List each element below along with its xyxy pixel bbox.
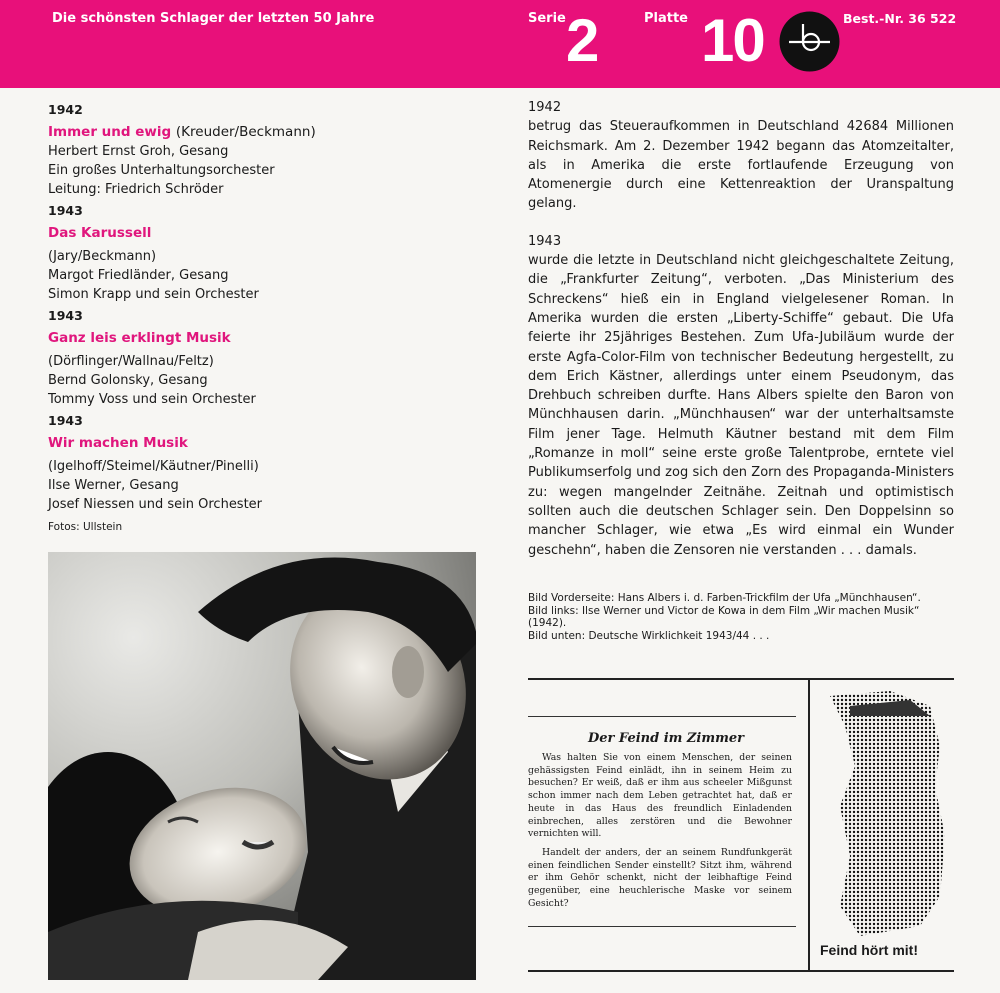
- series-title: Die schönsten Schlager der letzten 50 Jahre: [52, 11, 375, 26]
- platte-number: 10: [701, 7, 764, 74]
- song-year: 1943: [48, 203, 83, 218]
- serie-number: 2: [566, 7, 600, 74]
- song-line: Ein großes Unterhaltungsorchester: [48, 163, 275, 178]
- song-year: 1943: [48, 413, 83, 428]
- divider: [528, 716, 796, 717]
- song-composers: (Igelhoff/Steimel/Käutner/Pinelli): [48, 459, 259, 474]
- song-title: Ganz leis erklingt Musik: [48, 330, 231, 346]
- clipping-body: [528, 752, 792, 916]
- song-title: Wir machen Musik: [48, 435, 188, 451]
- song-composers: (Kreuder/Beckmann): [175, 124, 316, 140]
- song-line: Margot Friedländer, Gesang: [48, 268, 229, 283]
- history-year: 1942: [528, 100, 562, 115]
- picture-captions: [528, 592, 956, 642]
- serie-label: Serie: [528, 11, 566, 26]
- song-line: Josef Niessen und sein Orchester: [48, 497, 263, 512]
- clipping-title: Der Feind im Zimmer: [588, 731, 744, 746]
- song-entry: [48, 306, 468, 409]
- header-band: [0, 0, 1000, 88]
- song-entry: [48, 201, 468, 304]
- clipping-paragraph: Was halten Sie von einem Menschen, der seinen gehässigsten Feind einlädt, ihn in seinem Heim zu besuchen? Er weiß, daß er ihm aus scheeler Mißgunst schon immer nach dem Leben getrachtet hat, daß er heute in das Haus des freundlich Einladenden einbrechen, alles zerstören und die Bewohner vernichten will.: [528, 752, 792, 840]
- spy-silhouette-icon: [820, 686, 950, 946]
- song-line: Tommy Voss und sein Orchester: [48, 392, 256, 407]
- song-year: 1943: [48, 308, 83, 323]
- song-line: Bernd Golonsky, Gesang: [48, 373, 208, 388]
- divider: [528, 970, 954, 972]
- history-paragraph: betrug das Steueraufkommen in Deutschland 42684 Millionen Reichsmark. Am 2. Dezember 1942 begann das Atomzeitalter, als in Amerika die erste fortlaufende Erzeugung von Atomenergie durch eine Kettenreaktion der Uranspaltung gelang.: [528, 119, 954, 212]
- song-composers: (Dörflinger/Wallnau/Feltz): [48, 354, 214, 369]
- song-entry: [48, 411, 468, 514]
- song-entry: [48, 100, 468, 199]
- song-line: Leitung: Friedrich Schröder: [48, 182, 224, 197]
- clipping-paragraph: Handelt der anders, der an seinem Rundfunkgerät einen feindlichen Sender einstellt? Sitzt ihm, während er ihm Gehör schenkt, nicht der leibhaftige Feind gegenüber, eine heuchlerische Maske vor seinem Gesicht?: [528, 846, 792, 909]
- song-year: 1942: [48, 102, 83, 117]
- label-logo-icon: [779, 11, 840, 72]
- history-column: [528, 98, 954, 560]
- caption-line: Bild links: Ilse Werner und Victor de Kowa in dem Film „Wir machen Musik“ (1942).: [528, 604, 920, 629]
- history-year: 1943: [528, 233, 562, 249]
- divider: [808, 678, 810, 970]
- song-line: Herbert Ernst Groh, Gesang: [48, 144, 229, 159]
- film-still-photo: [48, 552, 476, 980]
- photo-credit: Fotos: Ullstein: [48, 521, 123, 533]
- history-paragraph: wurde die letzte in Deutschland nicht gleichgeschaltete Zeitung, die „Frankfurter Zeitung“, verboten. „Das Ministerium des Schreckens“ hieß ein in England vielgelesener Roman. In Amerika wurden die ersten „Liberty-Schiffe“ gebaut. Die Ufa feierte ihr 25jähriges Bestehen. Zum Ufa-Jubiläum wurde der erste Agfa-Color-Film von technischer Bedeutung hergestellt, zu dem Erich Kästner, allerdings unter einem Pseudonym, das Drehbuch schreiben durfte. Hans Albers spielte den Baron von Münchhausen darin. „Münchhausen“ war der unterhaltsamste Film jener Tage. Helmuth Käutner bestand mit dem Film „Romanze in moll“ seine erste große Talentprobe, erntete viel Publikumserfolg und zog sich den Zorn des Propaganda-Ministers zu: wegen mangelnder Zeitnähe. Zeitnah und optimistisch sollten auch die deutschen Schlager sein. Den Doppelsinn so mancher Schlager, wie etwa „Es wird einmal ein Wunder geschehn“, haben die Zensoren nie verstanden . . . damals.: [528, 253, 954, 558]
- divider: [528, 926, 796, 927]
- paragraph-gap: [528, 214, 954, 232]
- order-number: Best.-Nr. 36 522: [843, 11, 957, 26]
- film-still-image: [48, 552, 476, 980]
- caption-line: Bild Vorderseite: Hans Albers i. d. Farben-Trickfilm der Ufa „Münchhausen“.: [528, 592, 921, 604]
- wartime-clipping: [528, 678, 954, 978]
- poster-slogan: Feind hört mit!: [820, 942, 918, 958]
- caption-line: Bild unten: Deutsche Wirklichkeit 1943/44 . . .: [528, 629, 770, 642]
- platte-label: Platte: [644, 11, 689, 26]
- song-line: Simon Krapp und sein Orchester: [48, 287, 259, 302]
- song-line: Ilse Werner, Gesang: [48, 478, 179, 493]
- song-list: [48, 98, 468, 537]
- song-title-text: Immer und ewig: [48, 124, 172, 140]
- divider: [528, 678, 954, 680]
- song-title: [48, 123, 468, 142]
- song-composers: (Jary/Beckmann): [48, 249, 157, 264]
- song-title: Das Karussell: [48, 225, 152, 241]
